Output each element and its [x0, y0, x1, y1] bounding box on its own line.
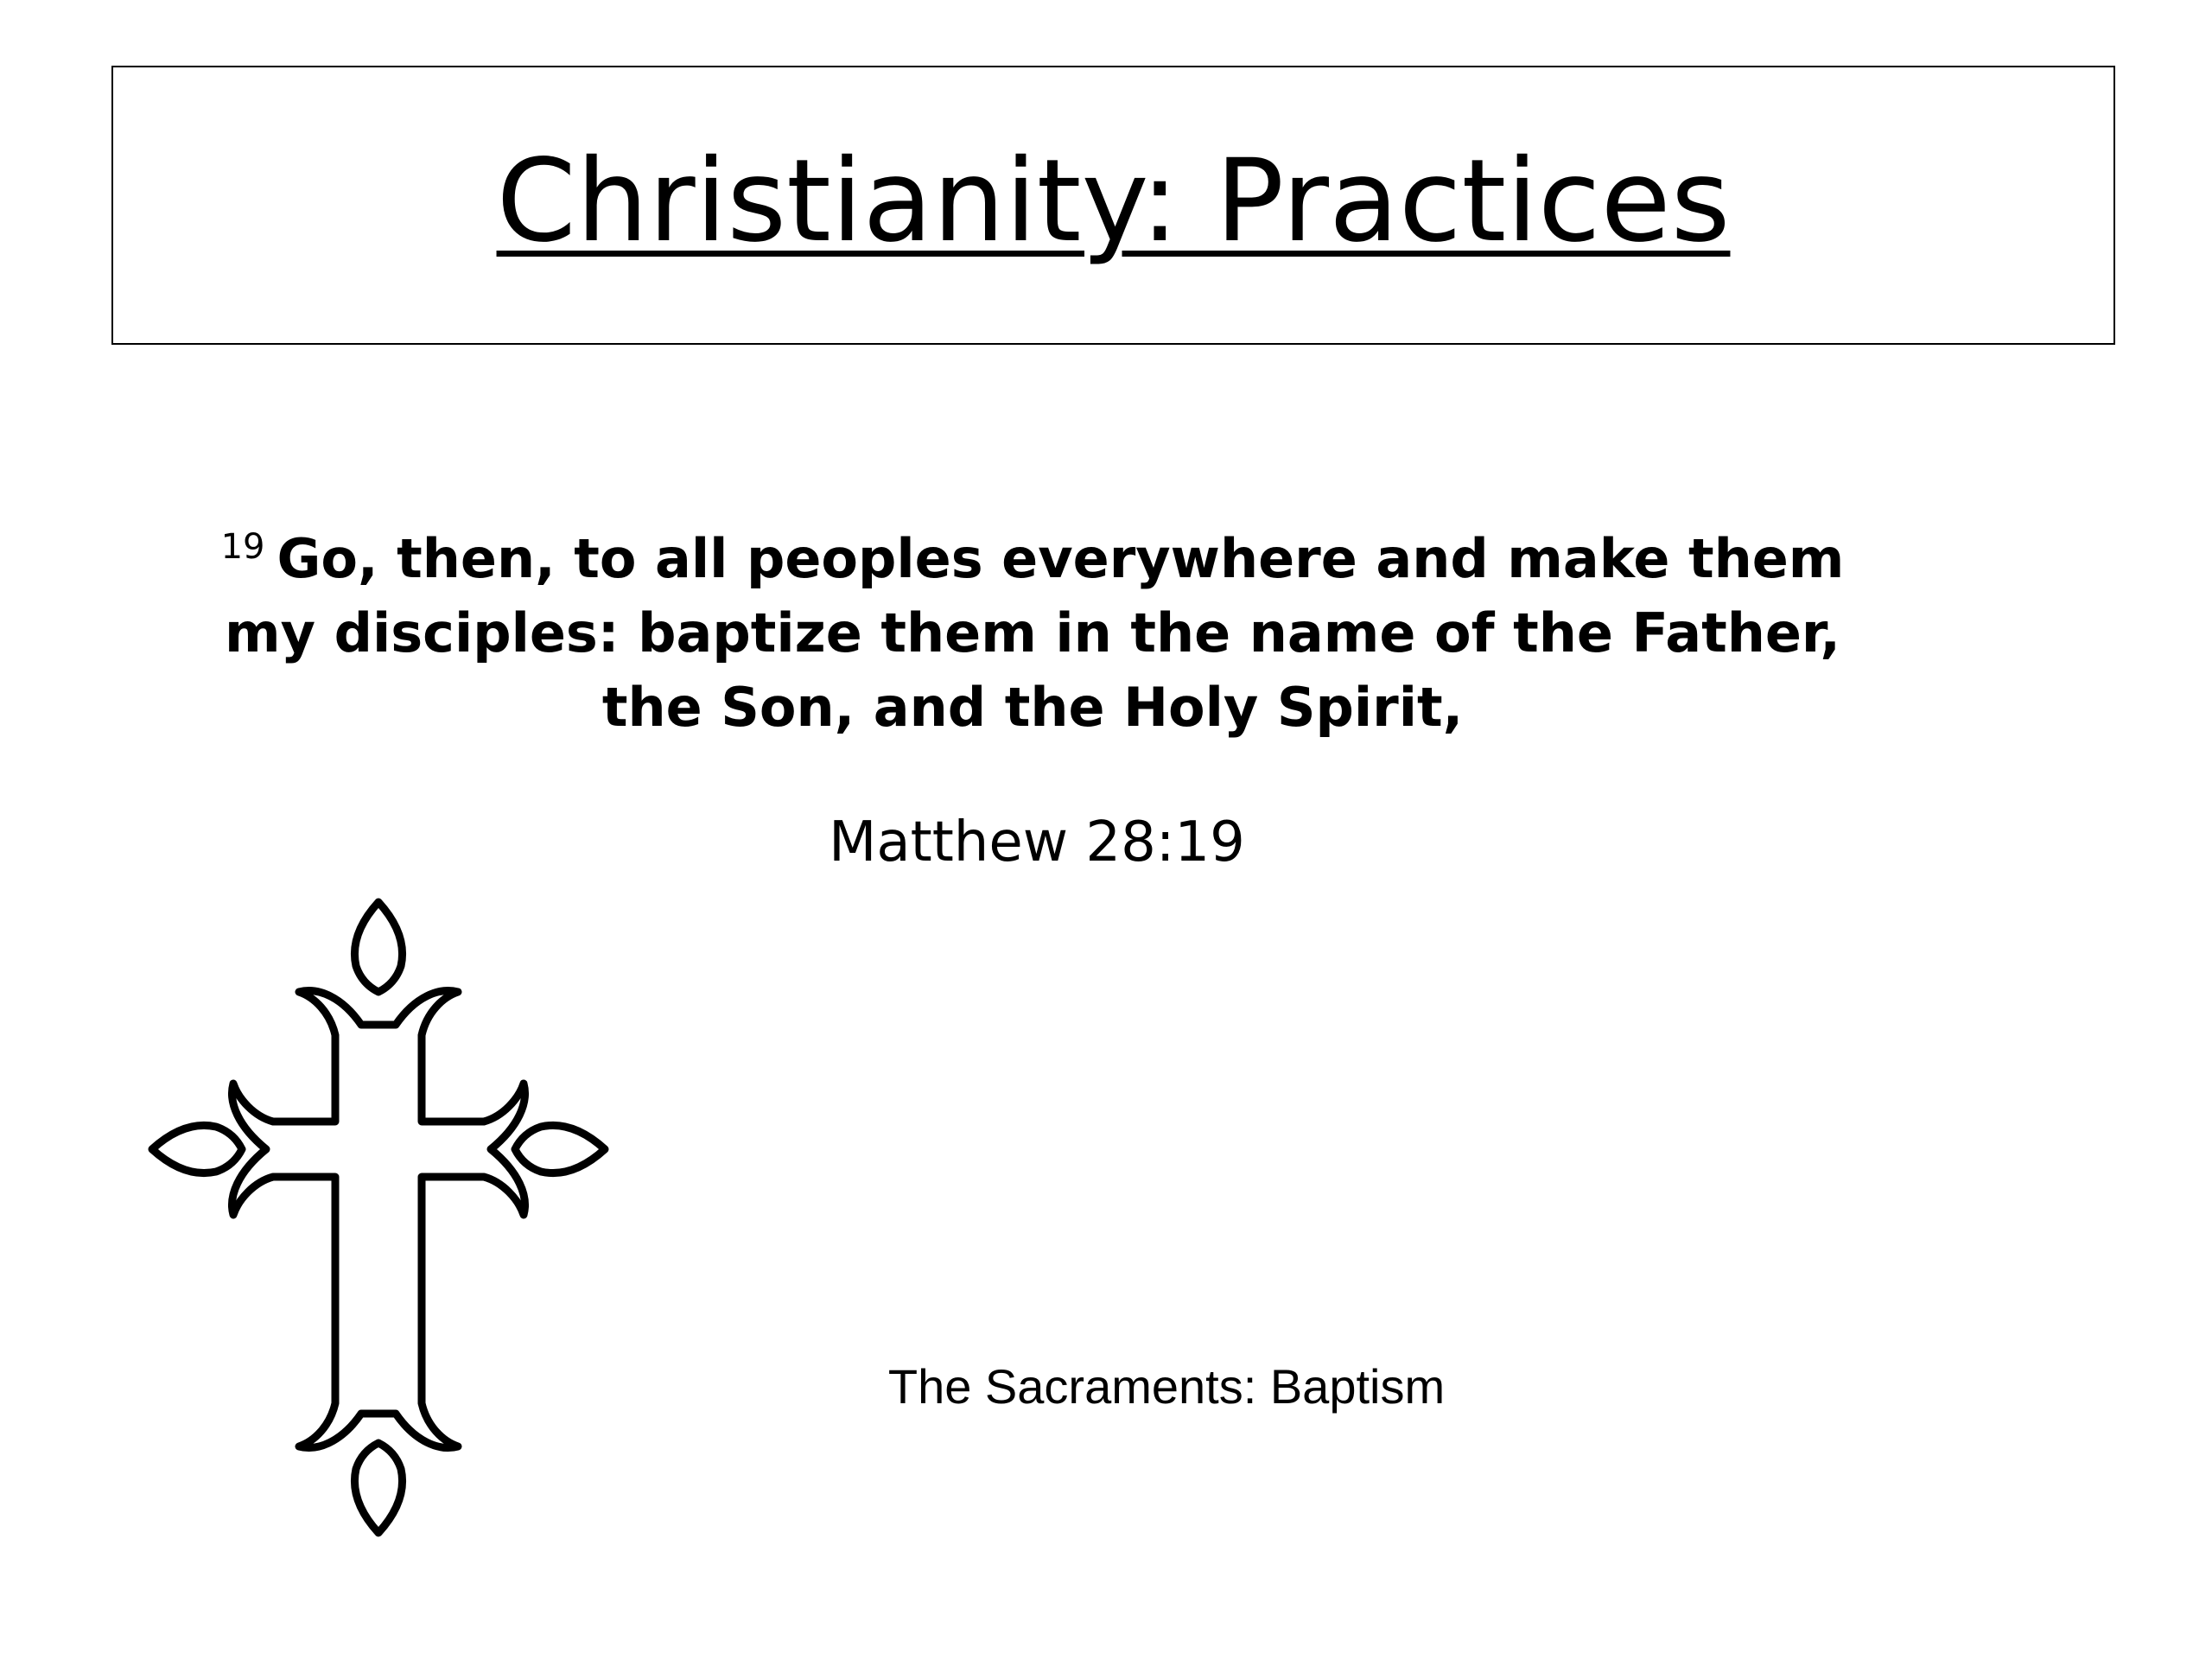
page-title: Christianity: Practices	[496, 134, 1731, 268]
scripture-verse	[156, 510, 1910, 745]
verse-line-1-text: Go, then, to all peoples everywhere and make them	[276, 527, 1845, 590]
title-box	[111, 66, 2115, 345]
cross-icon	[145, 895, 612, 1540]
verse-line-3: the Son, and the Holy Spirit,	[601, 676, 1464, 739]
slide-subtitle: The Sacraments: Baptism	[887, 1359, 1446, 1414]
verse-line-1	[156, 510, 1910, 596]
verse-number: 19	[220, 527, 265, 567]
verse-line-2: my disciples: baptize them in the name of the Father,	[225, 601, 1840, 664]
scripture-reference: Matthew 28:19	[829, 810, 1245, 874]
